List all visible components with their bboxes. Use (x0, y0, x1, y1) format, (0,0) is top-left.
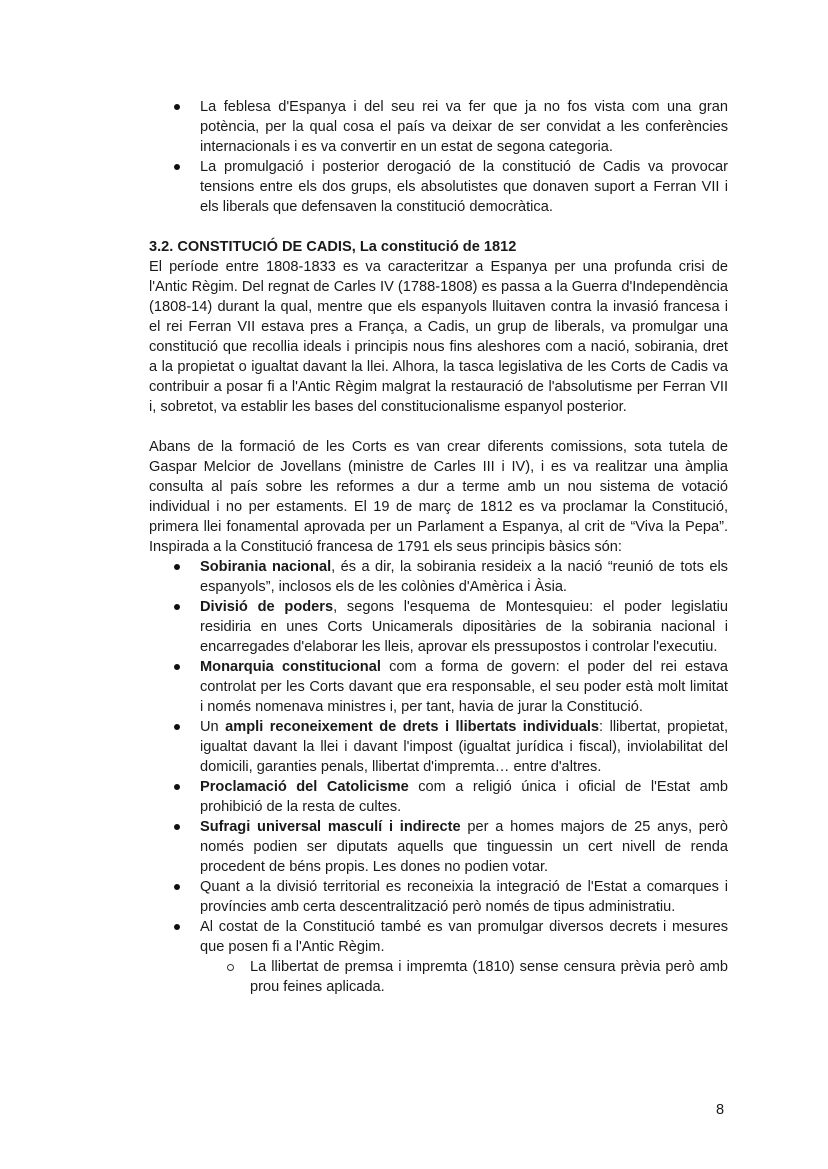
list-item: Sobirania nacional, és a dir, la sobirania resideix a la nació “reunió de tots els espanyols”, inclosos els de les colònies d'Amèrica i Àsia. (149, 557, 728, 597)
list-item: Proclamació del Catolicisme com a religió única i oficial de l'Estat amb prohibició de la resta de cultes. (149, 777, 728, 817)
section-heading: 3.2. CONSTITUCIÓ DE CADIS, La constitució de 1812 (149, 239, 517, 255)
page-number: 8 (716, 1102, 725, 1118)
list-item: La feblesa d'Espanya i del seu rei va fer que ja no fos vista com una gran potència, per la qual cosa el país va deixar de ser convidat a les conferències internacionals i es va convertir en un estat de segona categoria. (149, 97, 728, 157)
list-item: Divisió de poders, segons l'esquema de Montesquieu: el poder legislatiu residiria en unes Corts Unicamerals dipositàries de la sobirania nacional i encarregades d'elaborar les lleis, aprovar els pressupostos i controlar l'executiu. (149, 597, 728, 657)
paragraph: El període entre 1808-1833 es va caracteritzar a Espanya per una profunda crisi de l'Antic Règim. Del regnat de Carles IV (1788-1808) es passa a la Guerra d'Independència (1808-14) durant la qual, mentre que els espanyols lluitaven contra la invasió francesa i el rei Ferran VII estava pres a França, a Cadis, un grup de liberals, va promulgar una constitució que recollia ideals i principis nous fins aleshores com a nació, sobirania, dret a la propietat o igualtat davant la llei. Alhora, la tasca legislativa de les Corts de Cadis va contribuir a posar fi a l'Antic Règim malgrat la restauració de l'absolutisme per Ferran VII i, sobretot, va establir les bases del constitucionalisme espanyol posterior. (149, 259, 728, 415)
list-item: Sufragi universal masculí i indirecte per a homes majors de 25 anys, però només podien ser diputats aquells que tinguessin un cert nivell de renda procedent de béns propis. Les dones no podien votar. (149, 817, 728, 877)
list-item: Un ampli reconeixement de drets i llibertats individuals: llibertat, propietat, igualtat davant la llei i davant l'impost (igualtat jurídica i fiscal), inviolabilitat del domicili, garanties penals, llibertat d'impremta… entre d'altres. (149, 717, 728, 777)
paragraph: Abans de la formació de les Corts es van crear diferents comissions, sota tutela de Gaspar Melcior de Jovellans (ministre de Carles III i IV), i es va realitzar una àmplia consulta al país sobre les reformes a dur a terme amb un nou sistema de votació individual i no per estaments. El 19 de març de 1812 es va proclamar la Constitució, primera llei fonamental aprovada per un Parlament a Espanya, al crit de “Viva la Pepa”. Inspirada a la Constitució francesa de 1791 els seus principis bàsics són: (149, 439, 728, 555)
list-item: Monarquia constitucional com a forma de govern: el poder del rei estava controlat per les Corts davant que era responsable, el seu poder està molt limitat i només nomenava ministres i, per tant, havia de jurar la Constitució. (149, 657, 728, 717)
document-page (149, 97, 728, 997)
intro-bullet-list (149, 97, 728, 217)
list-item: Quant a la divisió territorial es reconeixia la integració de l'Estat a comarques i províncies amb certa descentralització però només de tipus administratiu. (149, 877, 728, 917)
list-item: La promulgació i posterior derogació de la constitució de Cadis va provocar tensions entre els dos grups, els absolutistes que donaven suport a Ferran VII i els liberals que defensaven la constitució democràtica. (149, 157, 728, 217)
list-item: Al costat de la Constitució també es van promulgar diversos decrets i mesures que posen fi a l'Antic Règim. (149, 917, 728, 957)
principles-list (149, 557, 728, 997)
sub-list-item: La llibertat de premsa i impremta (1810) sense censura prèvia però amb prou feines aplicada. (149, 957, 728, 997)
